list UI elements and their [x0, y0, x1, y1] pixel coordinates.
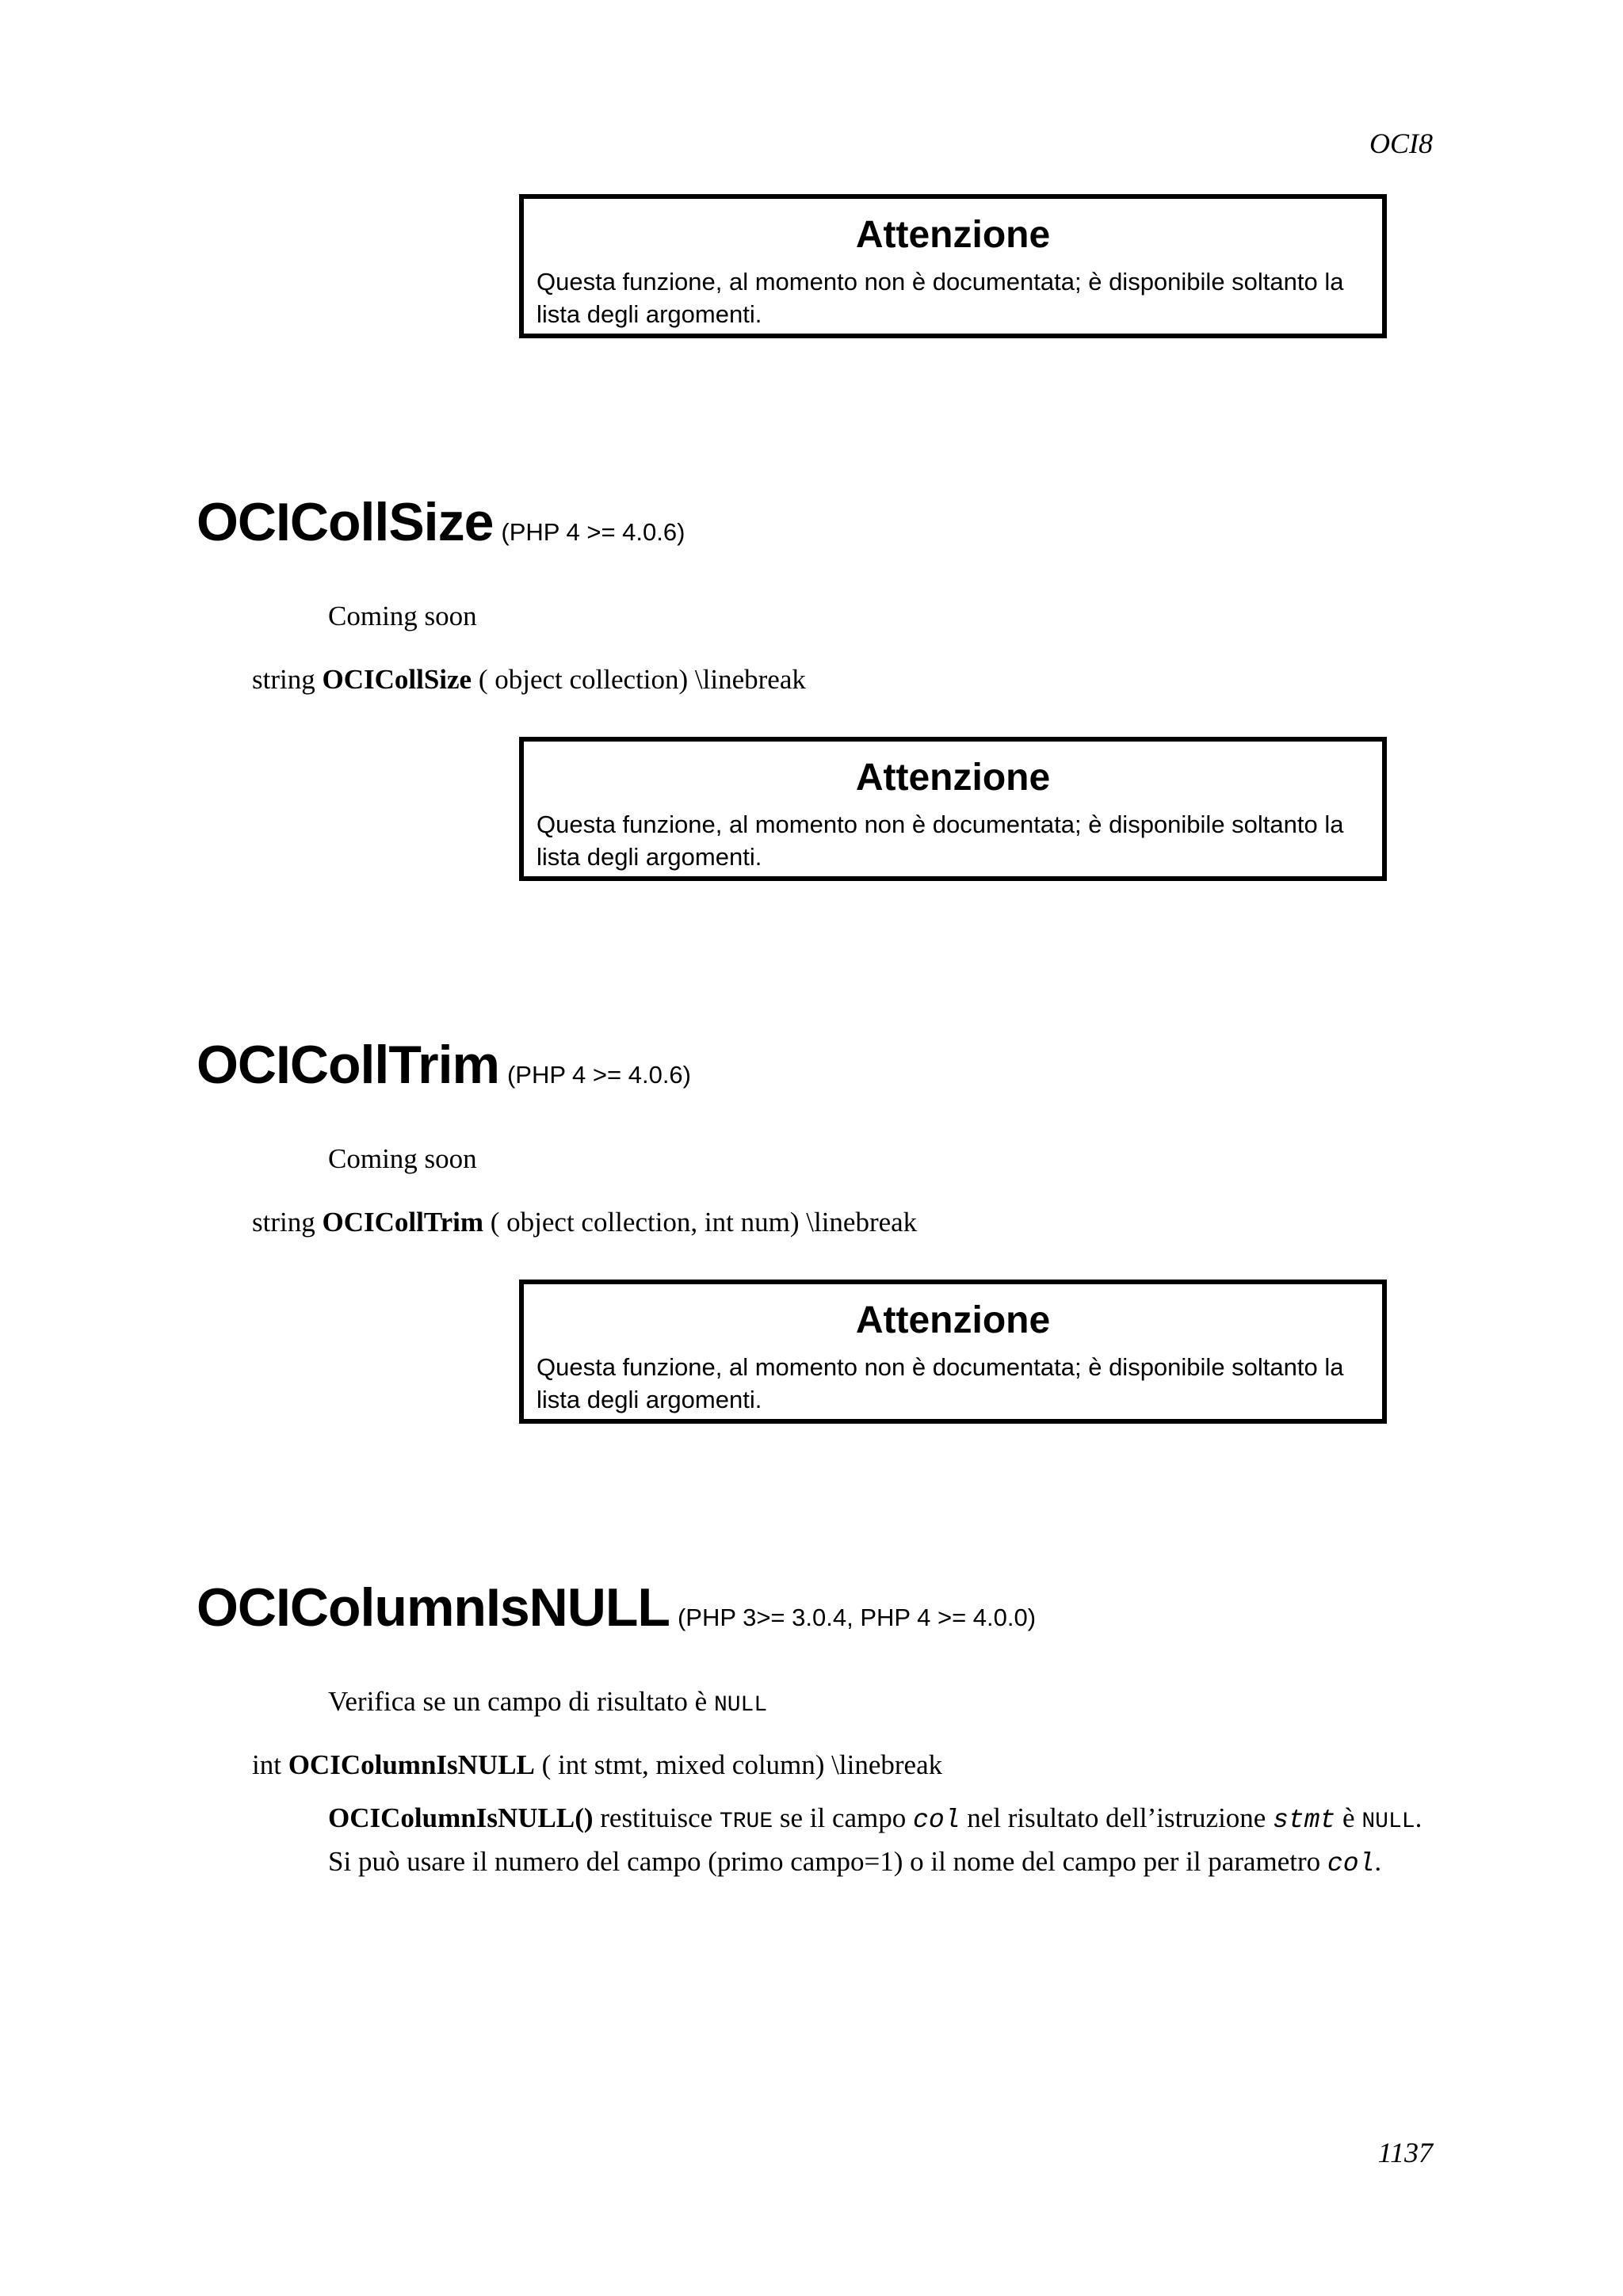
warning-box: [519, 1280, 1387, 1424]
function-description: [328, 1798, 1438, 1884]
parameter-name: stmt: [1273, 1806, 1336, 1835]
function-signature: [252, 664, 806, 696]
purpose-code: NULL: [713, 1693, 768, 1718]
function-name: OCICollSize: [197, 492, 494, 552]
description-text: è: [1342, 1802, 1355, 1833]
function-purpose: [328, 1686, 767, 1718]
parameter-name: col: [913, 1806, 960, 1835]
warning-text-line: Questa funzione, al momento non è documentata; è disponibile soltanto la: [537, 810, 1344, 838]
signature-args: ( object collection) \linebreak: [478, 664, 806, 695]
warning-text-line: lista degli argomenti.: [537, 1386, 762, 1413]
warning-text: [537, 1351, 1369, 1416]
return-type: string: [252, 1207, 315, 1238]
description-text: nel risultato dell’istruzione: [967, 1802, 1266, 1833]
description-function-name: OCIColumnIsNULL(): [328, 1802, 594, 1833]
function-heading: [197, 1577, 1036, 1638]
page-number: 1137: [1377, 2137, 1433, 2168]
function-purpose: Coming soon: [328, 1143, 477, 1174]
description-text: .: [1374, 1846, 1382, 1877]
warning-box: [519, 194, 1387, 338]
warning-title: Attenzione: [855, 1299, 1051, 1341]
function-version: (PHP 3>= 3.0.4, PHP 4 >= 4.0.0): [677, 1604, 1037, 1631]
function-version: (PHP 4 >= 4.0.6): [506, 1061, 691, 1089]
signature-args: ( object collection, int num) \linebreak: [490, 1207, 918, 1238]
function-purpose: Coming soon: [328, 601, 477, 631]
code-literal: TRUE: [719, 1810, 773, 1834]
warning-title: Attenzione: [855, 757, 1051, 799]
signature-function-name: OCICollTrim: [322, 1207, 483, 1238]
signature-args: ( int stmt, mixed column) \linebreak: [541, 1749, 943, 1780]
code-literal: NULL: [1361, 1810, 1415, 1834]
function-signature: [252, 1207, 917, 1238]
return-type: string: [252, 664, 315, 695]
warning-text-line: lista degli argomenti.: [537, 300, 762, 328]
running-header: OCI8: [1369, 128, 1433, 159]
signature-function-name: OCICollSize: [322, 664, 472, 695]
function-name: OCICollTrim: [197, 1035, 499, 1095]
warning-text: [537, 265, 1369, 330]
warning-text-line: lista degli argomenti.: [537, 843, 762, 871]
description-text: .: [1415, 1802, 1423, 1833]
function-heading: [197, 491, 685, 553]
signature-function-name: OCIColumnIsNULL: [288, 1749, 535, 1780]
description-text: restituisce: [600, 1802, 713, 1833]
warning-text-line: Questa funzione, al momento non è documentata; è disponibile soltanto la: [537, 1353, 1344, 1381]
description-text: se il campo: [779, 1802, 907, 1833]
function-name: OCIColumnIsNULL: [197, 1577, 670, 1638]
purpose-text: Verifica se un campo di risultato è: [328, 1686, 708, 1717]
parameter-name: col: [1327, 1849, 1375, 1878]
description-text: Si può usare il numero del campo (primo campo=1) o il nome del campo per il parametro: [328, 1846, 1321, 1877]
warning-box: [519, 737, 1387, 881]
function-signature: [252, 1749, 942, 1781]
function-heading: [197, 1034, 691, 1096]
warning-text: [537, 808, 1369, 873]
warning-title: Attenzione: [855, 214, 1051, 256]
return-type: int: [252, 1749, 281, 1780]
function-version: (PHP 4 >= 4.0.6): [501, 518, 685, 546]
warning-text-line: Questa funzione, al momento non è documentata; è disponibile soltanto la: [537, 268, 1344, 296]
